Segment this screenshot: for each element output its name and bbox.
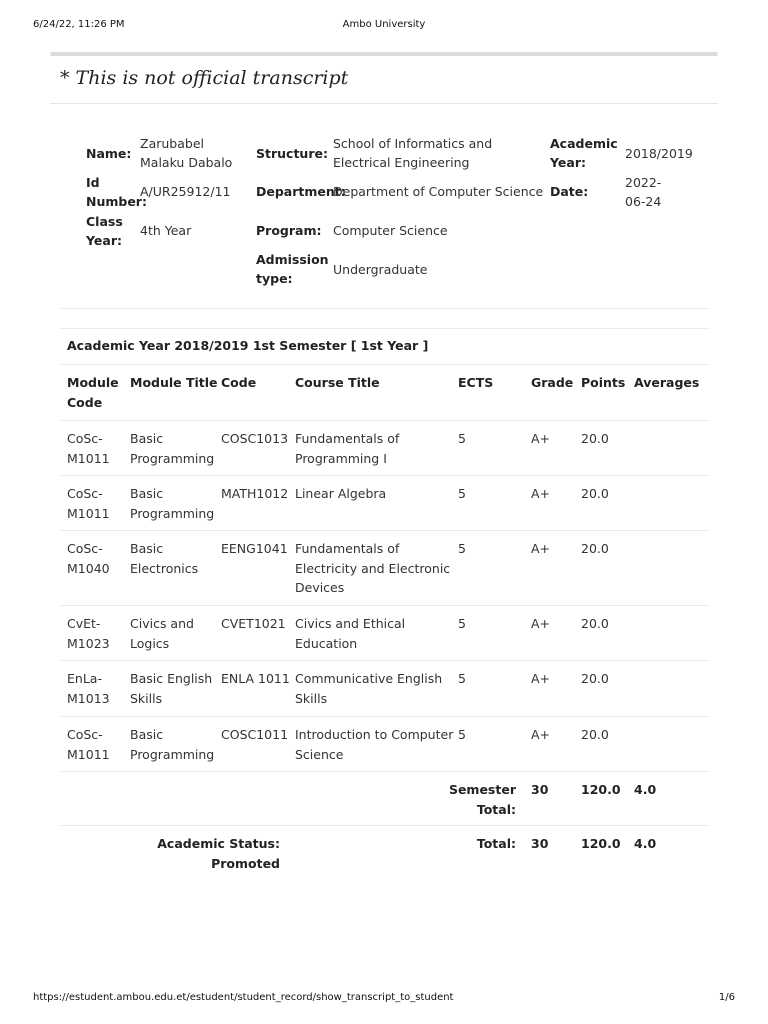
name-label: Name: [86, 146, 132, 161]
structure-value: School of Informatics and Electrical Engineering [333, 136, 493, 170]
top-divider [50, 52, 718, 56]
cell-ects: 5 [458, 727, 466, 742]
section-top-divider [60, 328, 710, 329]
cell-course-title: Fundamentals of Programming I [295, 431, 400, 466]
cell-grade: A+ [531, 616, 551, 631]
cell-module-code: CoSc-M1011 [67, 727, 110, 762]
cell-grade: A+ [531, 431, 551, 446]
semester-total-points: 120.0 [581, 782, 621, 797]
cell-module-title: Basic Programming [130, 727, 215, 762]
academic-year-value: 2018/2019 [625, 146, 693, 161]
cell-ects: 5 [458, 431, 466, 446]
date-value: 2022-06-24 [625, 175, 662, 209]
header-code: Code [221, 375, 257, 390]
cell-grade: A+ [531, 727, 551, 742]
cell-module-code: EnLa-M1013 [67, 671, 110, 706]
print-url: https://estudent.ambou.edu.et/estudent/student_record/show_transcript_to_student [33, 992, 454, 1003]
academic-status-label: Academic Status: [157, 836, 280, 851]
header-module-code: Module Code [67, 375, 119, 410]
row-divider [60, 530, 710, 531]
cell-grade: A+ [531, 486, 551, 501]
cell-course-title: Communicative English Skills [295, 671, 443, 706]
header-top-divider [60, 364, 710, 365]
print-title: Ambo University [342, 19, 426, 30]
cell-code: COSC1011 [221, 727, 289, 742]
date-label: Date: [550, 184, 589, 199]
row-divider [60, 660, 710, 661]
cell-module-code: CoSc-M1011 [67, 486, 110, 521]
overall-total-label: Total: [476, 836, 516, 851]
row-divider [60, 825, 710, 826]
header-grade: Grade [531, 375, 574, 390]
admission-type-value: Undergraduate [333, 262, 428, 277]
header-averages: Averages [634, 375, 700, 390]
cell-module-title: Basic Programming [130, 486, 215, 521]
class-year-label: Class Year: [86, 214, 123, 248]
row-divider [60, 420, 710, 421]
id-value: A/UR25912/11 [140, 184, 231, 199]
cell-code: EENG1041 [221, 541, 288, 556]
cell-course-title: Introduction to Computer Science [295, 727, 454, 762]
print-datetime: 6/24/22, 11:26 PM [33, 19, 125, 30]
header-ects: ECTS [458, 375, 494, 390]
structure-label: Structure: [256, 146, 328, 161]
admission-type-label: Admission type: [256, 252, 329, 286]
program-value: Computer Science [333, 223, 448, 238]
semester-total-average: 4.0 [634, 782, 657, 797]
cell-module-title: Civics and Logics [130, 616, 194, 651]
overall-total-points: 120.0 [581, 836, 621, 851]
cell-points: 20.0 [581, 727, 609, 742]
header-module-title: Module Title [130, 375, 218, 390]
cell-grade: A+ [531, 541, 551, 556]
cell-points: 20.0 [581, 541, 609, 556]
academic-status [150, 834, 280, 873]
cell-code: ENLA 1011 [221, 671, 290, 686]
unofficial-notice: * This is not official transcript [60, 67, 349, 89]
header-course-title: Course Title [295, 375, 380, 390]
row-divider [60, 716, 710, 717]
academic-year-label: Academic Year: [550, 136, 618, 170]
overall-total-ects: 30 [531, 836, 549, 851]
cell-course-title: Civics and Ethical Education [295, 616, 406, 651]
cell-module-title: Basic English Skills [130, 671, 213, 706]
department-value: Department of Computer Science [333, 184, 544, 199]
department-label: Department: [256, 184, 346, 199]
cell-code: COSC1013 [221, 431, 289, 446]
semester-total-label: Semester Total: [448, 782, 516, 817]
cell-module-title: Basic Programming [130, 431, 215, 466]
cell-points: 20.0 [581, 431, 609, 446]
class-year-value: 4th Year [140, 223, 192, 238]
cell-ects: 5 [458, 541, 466, 556]
cell-course-title: Fundamentals of Electricity and Electronic Devices [295, 541, 451, 595]
name-value: Zarubabel Malaku Dabalo [140, 136, 233, 170]
program-label: Program: [256, 223, 322, 238]
cell-module-title: Basic Electronics [130, 541, 199, 576]
semester-total-ects: 30 [531, 782, 549, 797]
cell-code: MATH1012 [221, 486, 289, 501]
id-label: Id Number: [86, 175, 147, 209]
row-divider [60, 475, 710, 476]
cell-points: 20.0 [581, 486, 609, 501]
cell-module-code: CoSc-M1011 [67, 431, 110, 466]
academic-status-value: Promoted [211, 855, 280, 871]
cell-points: 20.0 [581, 616, 609, 631]
cell-code: CVET1021 [221, 616, 286, 631]
cell-ects: 5 [458, 486, 466, 501]
row-divider [60, 605, 710, 606]
semester-title: Academic Year 2018/2019 1st Semester [ 1st Year ] [67, 338, 429, 353]
cell-module-code: CoSc-M1040 [67, 541, 110, 576]
cell-module-code: CvEt-M1023 [67, 616, 110, 651]
cell-points: 20.0 [581, 671, 609, 686]
cell-course-title: Linear Algebra [295, 486, 387, 501]
print-page-number: 1/6 [718, 992, 735, 1003]
notice-divider [50, 103, 718, 104]
cell-grade: A+ [531, 671, 551, 686]
cell-ects: 5 [458, 671, 466, 686]
info-divider [60, 308, 710, 309]
header-points: Points [581, 375, 626, 390]
cell-ects: 5 [458, 616, 466, 631]
row-divider [60, 771, 710, 772]
overall-total-average: 4.0 [634, 836, 657, 851]
